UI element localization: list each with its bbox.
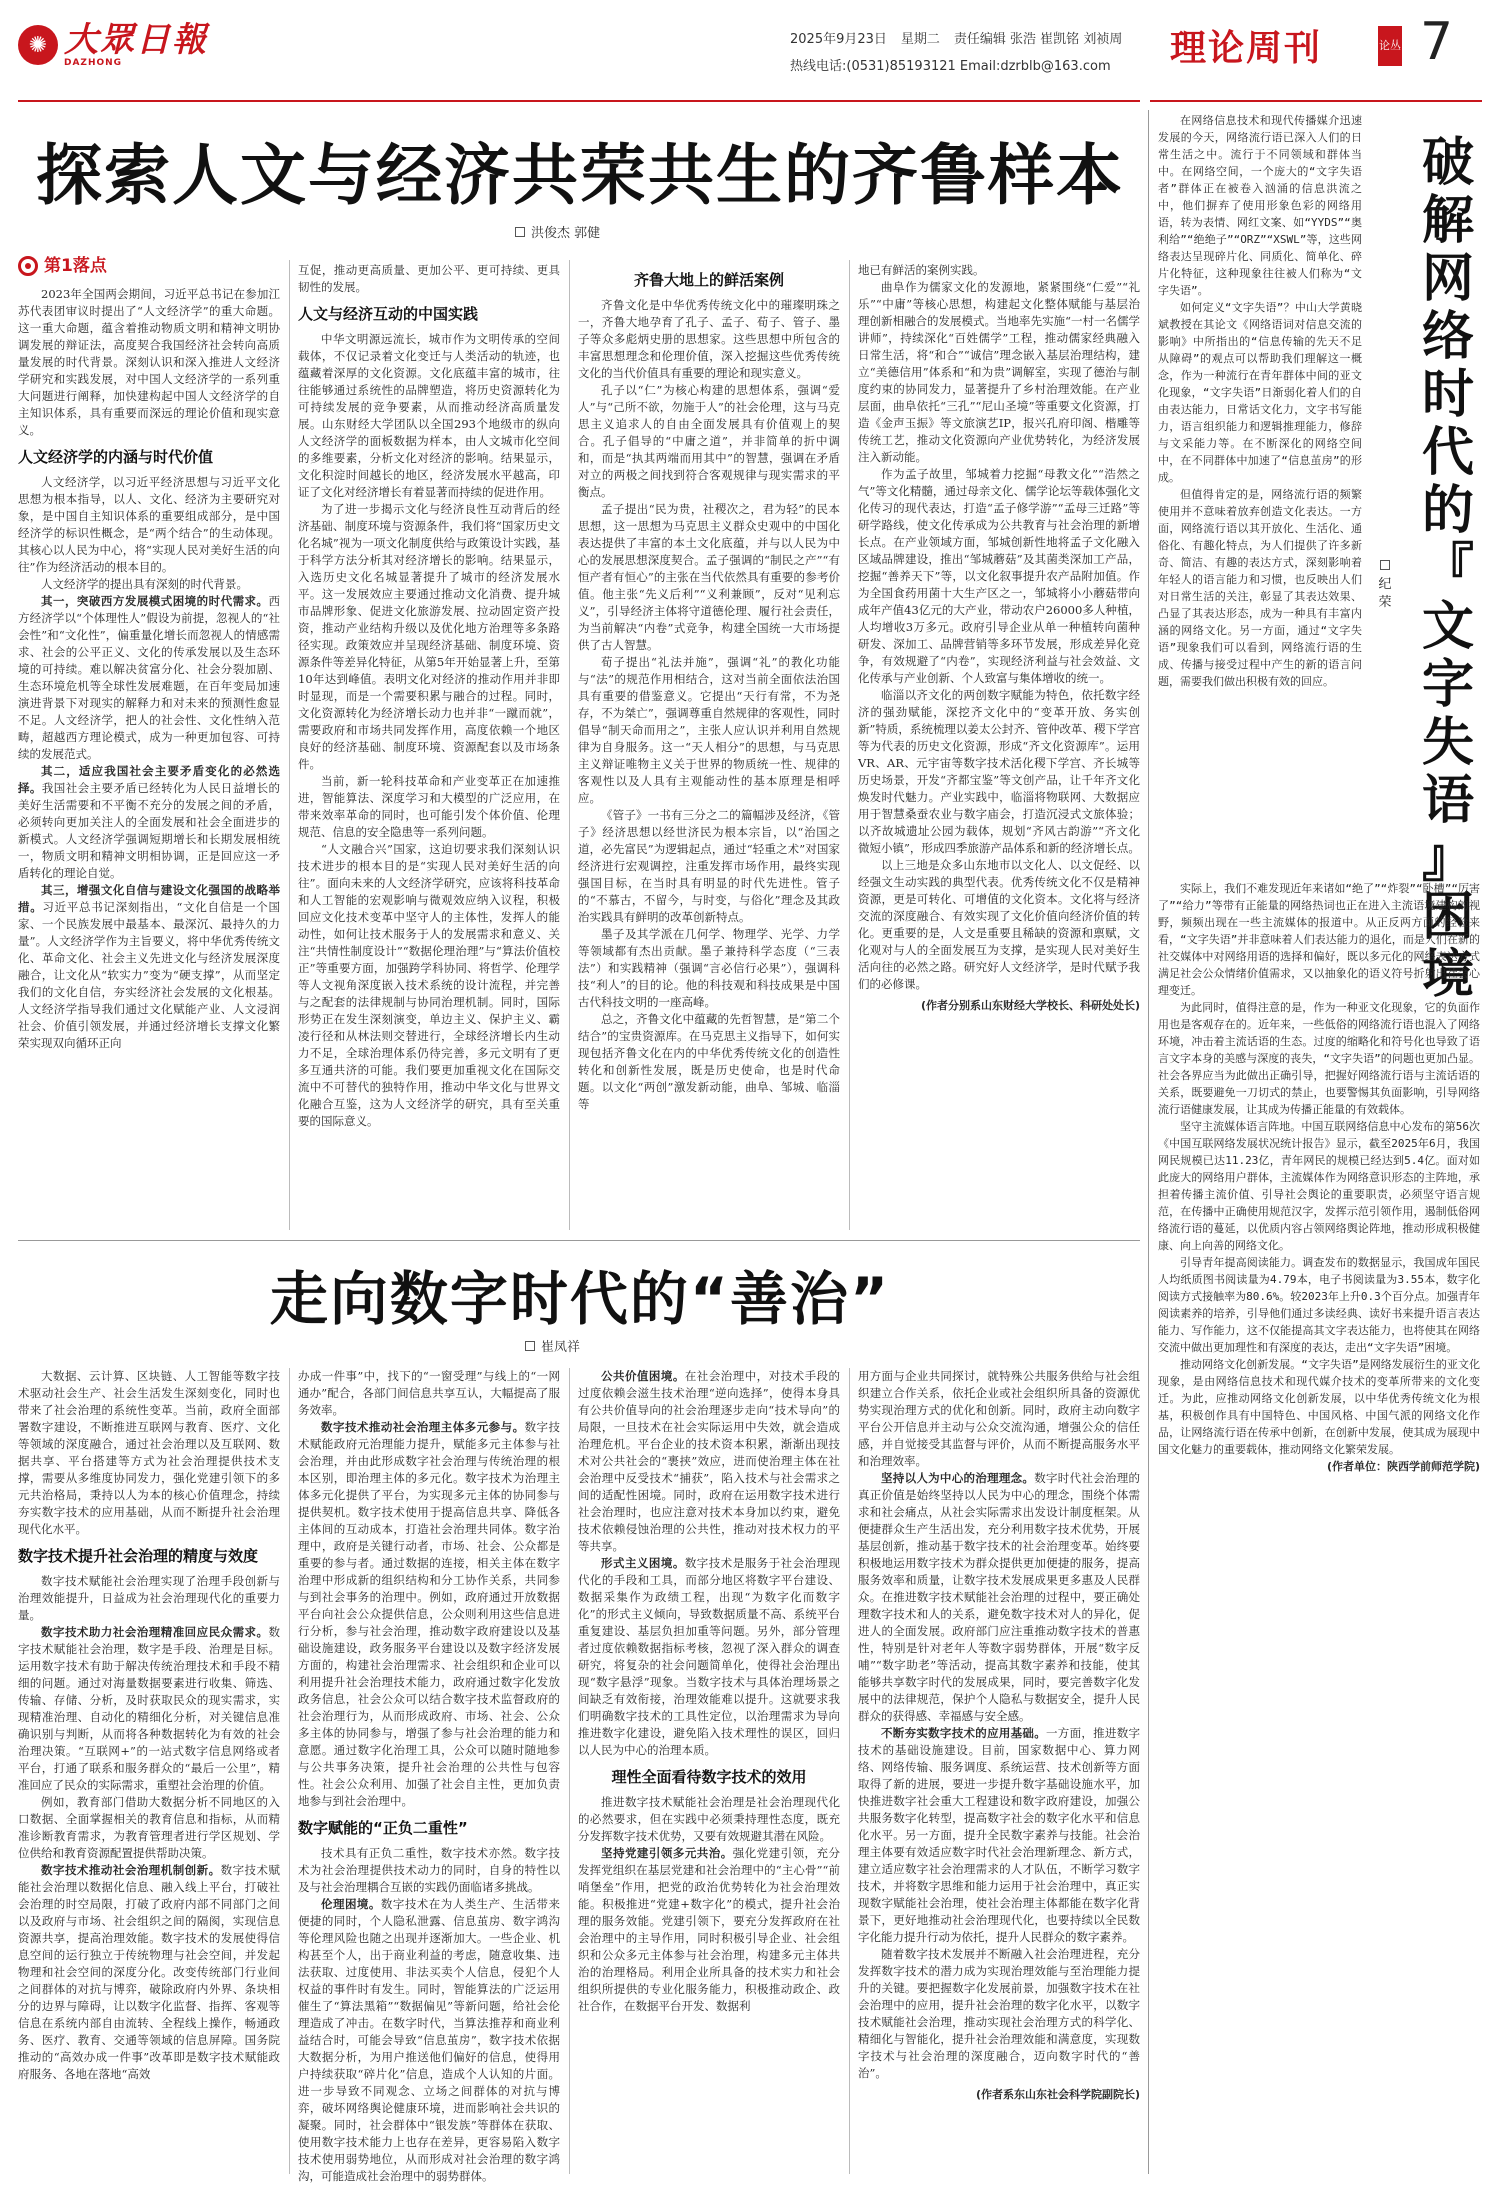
paragraph-text: 齐鲁文化是中华优秀传统文化中的璀璨明珠之一，齐鲁大地孕育了孔子、孟子、荀子、管子、墨子等众多彪炳史册的思想家。这些思想中所包含的丰富思想理念和伦理价值，深入挖掘这些优秀传统文化的当代价值具有重要的理论和现实意义。 — [578, 298, 840, 380]
paragraph-text: 技术具有正负二重性，数字技术亦然。数字技术为社会治理提供技术动力的同时，自身的特性以及与社会治理耦合互嵌的实践仍面临诸多挑战。 — [298, 1846, 560, 1894]
section-title: 理论周刊 — [1170, 28, 1323, 69]
paragraph — [578, 382, 840, 501]
paragraph-text: 孔子以“仁”为核心构建的思想体系，强调“爱人”与“己所不欲，勿施于人”的社会伦理，这与马克思主义追求人的自由全面发展具有价值观上的契合。孔子倡导的“中庸之道”，并非简单的折中调和，而是“执其两端而用其中”的智慧，强调在矛盾对立的两极之间找到符合客观规律与现实需求的平衡点。 — [578, 383, 840, 499]
byline-box-icon — [515, 227, 525, 237]
paragraph-text: 在网络信息技术和现代传播媒介迅速发展的今天，网络流行语已深入人们的日常生活之中。流行于不同领域和群体当中。在网络空间，一个庞大的“文字失语者”群体正在被卷入汹涌的信息洪流之中，他们摒弃了使用形象色彩的网络用语，转为表情、网红文案、如“YYDS”“奥利给”“绝绝子”“ORZ”“XSWL”等，这些网络表达呈现碎片化、同质化、简单化、碎片化特征，这种现象往往被人们称为“文字失语”。 — [1158, 114, 1362, 297]
paragraph-text: 孟子提出“民为贵，社稷次之，君为轻”的民本思想，这一思想为马克思主义群众史观中的中国化表达提供了丰富的本土文化底蕴，并与以人民为中心的发展思想深度契合。孟子强调的“制民之产”“有恒产者有恒心”的主张在当代依然具有重要的参考价值。他主张“先义后利”“义利兼顾”，反对“见利忘义”，引导经济主体将守道德伦理、履行社会责任，为当前解决“内卷”式竞争，构建全国统一大市场提供了古人智慧。 — [578, 502, 840, 652]
byline-box-icon — [1380, 560, 1390, 570]
article1-byline — [515, 222, 600, 241]
headline-char: 文 — [1421, 597, 1474, 657]
article2-column-4 — [858, 1368, 1140, 2174]
paragraph — [858, 1946, 1140, 2082]
paragraph-lead: 数字技术推动社会治理机制创新。 — [41, 1863, 221, 1877]
point-label: 第1落点 — [44, 255, 107, 276]
headline-char: 代 — [1421, 423, 1474, 483]
paragraph-text: 人文经济学，以习近平经济思想与习近平文化思想为根本指导，以人、文化、经济为主要研究对象，是中国自主知识体系的重要组成部分，是中国经济学的标识性概念，是“两个结合”的生动体现。其核心以人民为中心，将“实现人民对美好生活的向往”作为经济活动的根本目的。 — [18, 475, 280, 574]
paragraph-lead: 其一，突破西方发展模式困境的时代需求。 — [41, 594, 269, 608]
article1-author: 洪俊杰 郭健 — [531, 226, 601, 241]
subheading: 齐鲁大地上的鲜活案例 — [633, 271, 784, 289]
paragraph — [858, 1470, 1140, 1725]
article2-byline — [525, 1336, 580, 1355]
paragraph-text: 大数据、云计算、区块链、人工智能等数字技术驱动社会生产、社会生活发生深刻变化，同时也带来了社会治理的系统性变革。当前，政府全面部署数字建设，不断推进互联网与教育、医疗、文化等领域的深度融合，通过社会治理以及互联网、数据共享、平台搭建等方式为社会治理提供技术支撑，需要从多维度协同发力，强化党建引领下的多元共治格局，秉持以人为本的核心价值理念，持续夯实数字技术的应用基础，从而不断提升社会治理现代化水平。 — [18, 1369, 280, 1536]
paragraph-text: 数字技术赋能社会治理，数字是手段、治理是目标。运用数字技术有助于解决传统治理技术和手段不精细的问题。通过对海量数据要素进行收集、筛选、传输、存储、分析，及时获取民众的现实需求，实现精准治理、自动化的精细化分析，对关键信息准确识别与判断，从而将各种数据转化为有效的社会治理决策。“互联网+”的一站式数字信息网络或者平台，打通了联系和服务群众的“最后一公里”，精准回应了民众的实际需求，重塑社会治理的价值。 — [18, 1625, 280, 1792]
column-divider — [569, 1368, 570, 2174]
article1-headline[interactable]: 探索人文与经济共荣共生的齐鲁样本 — [36, 137, 1124, 214]
paragraph — [1158, 880, 1480, 999]
headline-char: 境 — [1421, 945, 1474, 1005]
paragraph — [298, 501, 560, 773]
logo-emblem-icon: ✺ — [18, 25, 58, 65]
paragraph — [298, 1845, 560, 1896]
article1-column-2 — [298, 262, 560, 1236]
paragraph-text: 为此同时，值得注意的是，作为一种亚文化现象，它的负面作用也是客观存在的。近年来，一些低俗的网络流行语也混入了网络环境，冲击着主流话语的生态。过度的缩略化和符号化也导致了语言文字本身的美感与深度的丧失，“文字失语”的问题也更加凸显。社会各界应当为此做出正确引导，把握好网络流行语与主流话语的关系，既要避免一刀切式的禁止，也要警惕其负面影响，引导网络流行语健康发展，让其成为传播正能量的有效载体。 — [1158, 1001, 1480, 1116]
article1-author-note: (作者分别系山东财经大学校长、科研处处长) — [920, 999, 1140, 1012]
paragraph — [1158, 1356, 1480, 1458]
paragraph — [18, 763, 280, 882]
paragraph-text: 数字技术在为人类生产、生活带来便捷的同时，个人隐私泄露、信息茧房、数字鸿沟等伦理风险也随之出现并逐渐加大。一些企业、机构甚至个人，出于商业利益的考虑，随意收集、违法获取、过度使用、非法买卖个人信息，侵犯个人权益的事件时有发生。同时，智能算法的广泛运用催生了“算法黑箱”“数据偏见”等新问题，给社会伦理造成了冲击。在数字时代，当算法推荐和商业利益结合时，可能会导致“信息茧房”，数字技术依据大数据分析，为用户推送他们偏好的信息，使得用户持续获取“碎片化”信息，造成个人认知的片面。进一步导致不同观念、立场之间群体的对抗与博弈，破坏网络舆论健康环境，进而影响社会共识的凝聚。同时，社会群体中“银发族”等群体在获取、使用数字技术能力上也存在差异，更容易陷入数字技术使用弱势地位，从而形成对社会治理的数字鸿沟，可能造成社会治理中的弱势群体。 — [298, 1897, 561, 2183]
paragraph — [858, 687, 1140, 857]
paragraph-text: 2023年全国两会期间，习近平总书记在参加江苏代表团审议时提出了“人文经济学”的重大命题。这一重大命题，蕴含着推动物质文明和精神文明协调发展的辩证法，高度契合我国经济社会转向高质量发展的时代背景。深刻认识和深入推进人文经济学研究和实践发展，对中国人文经济学的一系列重大问题进行阐释，加快建构起中国人文经济学的自主知识体系，具有重要而深远的理论价值和现实意义。 — [18, 287, 280, 437]
headline-char: 困 — [1421, 887, 1474, 947]
paragraph-text: 数字技术赋能政府元治理能力提升，赋能多元主体参与社会治理，并由此形成数字社会治理与传统治理的根本区别，即治理主体的多元化。数字技术为治理主体多元化提供了平台，为实现多元主体的协同参与提供契机。数字技术使用于提高信息共享、降低各主体间的互动成本，打造社会治理共同体。数字治理中，政府是关键行动者，市场、社会、公众都是重要的参与者。通过数据的连接，相关主体在数字治理中形成新的组织结构和分工协作关系，共同参与到社会事务的治理中。例如，政府通过开放数据平台向社会公众提供信息，公众则利用这些信息进行分析，参与社会治理，推动数字政府建设以及基础设施建设，政务服务平台建设以及数字经济发展方面的，构建社会治理需求、社会组织和企业可以利用提升社会治理技术能力，政府通过数字化发放政务信息，社会公众可以结合数字技术监督政府的社会治理行为，从而形成政府、市场、社会、公众多主体的协同参与，增强了参与社会治理的能力和意愿。通过数字化治理工具，公众可以随时随地参与公共事务决策，提升社会治理的公共性与包容性。社会公众利用、加强了社会自主性，更加负责地参与到社会治理中。 — [298, 1420, 561, 1808]
paragraph-text: 实际上，我们不难发现近年来诸如“绝了”“炸裂”“卧槽”“厉害了”“给力”等带有正能量的网络热词也正在进入主流语境建构的视野，频频出现在一些主流媒体的报道中。从正反两方面的经验来看，“文字失语”并非意味着人们表达能力的退化，而是人们在新的社交媒体中对网络用语的选择和偏好，既以多元化的网络表达方式满足社会公众情绪价值需求，又以抽象化的语义符号折射出社会心理变迁。 — [1158, 882, 1480, 997]
paragraph — [18, 474, 280, 576]
paragraph-lead: 数字技术助力社会治理精准回应民众需求。 — [41, 1625, 269, 1639]
byline-box-icon — [525, 1341, 535, 1351]
article2-headline[interactable]: 走向数字时代的“善治” — [269, 1265, 891, 1333]
headline-char: 语 — [1421, 771, 1474, 831]
headline-char: 失 — [1421, 713, 1474, 773]
article3-column-1 — [1158, 112, 1362, 872]
paragraph-lead: 数字技术推动社会治理主体多元参与。 — [321, 1420, 525, 1434]
editor-credits: 责任编辑 张浩 崔凯铭 刘祯周 — [953, 32, 1123, 47]
paragraph — [1158, 486, 1362, 690]
paragraph — [578, 1845, 840, 2015]
subheading: 理性全面看待数字技术的效用 — [611, 1768, 807, 1786]
paragraph-text: 西方经济学以“个体理性人”假设为前提，忽视人的“社会性”和“文化性”，偏重量化增长而忽视人的情感需求、社会的公平正义、文化的传承发展以及生态环境的可持续。难以解决贫富分化、社会分裂加剧、生态环境危机等全球性发展难题，在百年变局加速演进背景下对现实的解释力和对未来的预测性愈显不足。人文经济学，把人的社会性、文化性纳入范畴，超越西方理论模式，成为一种更加包容、可持续的发展范式。 — [18, 594, 280, 761]
article3-byline — [1370, 560, 1400, 612]
article2-column-3 — [578, 1368, 840, 2174]
headline-char: 网 — [1421, 249, 1474, 309]
paragraph-text: 推动网络文化创新发展。“文字失语”是网络发展衍生的亚文化现象，是由网络信息技术和现代媒介技术的变革所带来的文化变迁。为此，应推动网络文化创新发展，以中华优秀传统文化为根基，积极创作具有中国特色、中国风格、中国气派的网络文化作品，让网络流行语在传承中创新，在创新中发展，使其成为展现中国文化魅力的重要载体，推动网络文化繁荣发展。 — [1158, 1358, 1480, 1456]
point-heading — [18, 256, 280, 276]
paragraph — [18, 1862, 280, 2083]
paragraph — [1158, 1254, 1480, 1356]
paragraph-lead: 形式主义困境。 — [601, 1556, 685, 1570]
hotline-contact[interactable]: 热线电话:(0531)85193121 Email:dzrblb@163.com — [790, 59, 1111, 74]
sidebar-divider — [1148, 110, 1149, 2174]
paragraph-text: 数字技术赋能社会治理实现了治理手段创新与治理效能提升，日益成为社会治理现代化的重要力量。 — [18, 1574, 280, 1622]
target-icon — [18, 256, 38, 276]
article3-author-note: (作者单位：陕西学前师范学院) — [1326, 1460, 1480, 1473]
paragraph-text: 数字时代社会治理的真正价值是始终坚持以人民为中心的理念，围绕个体需求和社会痛点，从社会实际需求出发设计制度框架。从便捷群众生产生活出发，充分利用数字技术优势，开展基层创新，推动基于数字技术的社会治理变革。始终要积极地运用数字技术为群众提供更加便捷的服务，提高服务效率和质量，让数字技术发展成果更多惠及人民群众。在推进数字技术赋能社会治理的过程中，要正确处理数字技术和人的关系，避免数字技术对人的异化，促进人的全面发展。政府部门应注重推动数字技术的普惠性，特别是针对老年人等数字弱势群体，开展“数字反哺”“数字助老”等活动，提高其数字素养和技能，使其能够共享数字时代的发展成果，同时，要完善数字化发展中的法律规范，保护个人隐私与数据安全，提升人民群众的获得感、幸福感与安全感。 — [858, 1471, 1141, 1723]
paragraph-lead: 不断夯实数字技术的应用基础。 — [881, 1726, 1046, 1740]
paragraph-text: 一方面，推进数字技术的基础设施建设。目前，国家数据中心、算力网络、网络传输、服务调度、系统运营、技术创新等方面取得了新的进展，要进一步提升数字基础设施水平，加快推进数字社会重大工程建设和数字政府建设，加强公共服务数字化转型，提高数字社会的数字化水平和信息化水平。另一方面，提升全民数字素养与技能。社会治理主体要有效适应数字时代社会治理新理念、新方式，建立适应数字社会治理需求的人才队伍，不断学习数字技术，并将数字思维和能力运用于社会治理中，真正实现数字赋能社会治理，使社会治理主体都能在数字化背景下，更好地推动社会治理现代化，也要持续以全民数字化能力提升行动为依托，提升人民群众的数字素养。 — [858, 1726, 1140, 1944]
issue-weekday: 星期二 — [900, 32, 940, 47]
paragraph-text: 以上三地是众多山东地市以文化人、以文促经、以经强文生动实践的典型代表。优秀传统文化不仅是精神资源，更是可转化、可增值的文化资本。文化将与经济交流的深度融合、有效实现了文化价值向经济价值的转化。更重要的是，人文是重要且稀缺的资源和禀赋，文化观对与人的全面发展互为支撑，是实现人民对美好生活向往的必然之路。研究好人文经济学，是时代赋予我们的必修课。 — [858, 858, 1140, 991]
section-tag: 论丛 — [1378, 26, 1402, 66]
paragraph — [578, 1555, 840, 1759]
page-number: 7 — [1420, 12, 1454, 72]
paragraph — [18, 1573, 280, 1624]
paragraph — [298, 331, 560, 501]
paragraph-text: 在社会治理中，对技术手段的过度依赖会滋生技术治理“逆向选择”，使得本身具有公共价值导向的社会治理逐步走向“技术导向”的局限，一旦技术在社会实际运用中失效，就会造成治理危机。平台企业的技术资本积累，渐渐出现技术对公共社会的“裹挟”效应，进而使治理主体在社会治理中反受技术“捕获”，陷入技术与社会需求之间的适配性困境。同时，政府在运用数字技术进行社会治理时，也应注意对技术本身加以约束，避免技术依赖侵蚀治理的公共性，推动对技术权力的平等共享。 — [578, 1369, 841, 1553]
paragraph — [578, 654, 840, 807]
paragraph-text: 用方面与企业共同探讨，就特殊公共服务供给与社会组织建立合作关系，依托企业或社会组织所具备的资源优势实现治理方式的优化和创新。同时，政府主动向数字平台公开信息并主动与公众交流沟通，增强公众的信任感，并自觉接受其监督与评价，从而不断提高服务水平和治理效率。 — [858, 1369, 1140, 1468]
paragraph — [298, 1896, 560, 2185]
masthead — [0, 0, 1500, 110]
article3-column-2-body — [1158, 880, 1480, 1458]
paragraph-text: 人文经济学的提出具有深刻的时代背景。 — [41, 577, 248, 591]
headline-char: 络 — [1421, 307, 1474, 367]
column-divider — [849, 260, 850, 1230]
paragraph — [578, 1368, 840, 1555]
paragraph — [18, 1624, 280, 1794]
paragraph-text: 如何定义“文字失语”？中山大学黄晓斌教授在其论文《网络语词对信息交流的影响》中所指出的“信息传输的先天不足从障碍”的观点可以帮助我们理解这一概念，作为一种流行在青年群体中间的亚文化现象，“文字失语”日渐弱化着人们的自由表达能力，日常话文化力，文字书写能力，语言组织能力和逻辑推理能力，修辞与文采能力等。在不断深化的网络空间中，在不同群体中加速了“信息茧房”的形成。 — [1158, 301, 1362, 484]
paragraph-text: 办成一件事”中，找下的“一窗受理”与线上的“一网通办”配合，各部门间信息共享互认，大幅提高了服务效率。 — [298, 1369, 560, 1417]
headline-char: 时 — [1421, 365, 1474, 425]
subheading: 人文经济学的内涵与时代价值 — [18, 448, 214, 466]
paragraph-text: 我国社会主要矛盾已经转化为人民日益增长的美好生活需要和不平衡不充分的发展之间的矛盾，必须转向更加关注人的全面发展和社会全面进步的新模式。人文经济学强调短期增长和长期发展相统一，物质文明和精神文明相协调，正是回应这一矛盾转化的理论自觉。 — [18, 781, 280, 880]
article1-column-1-body — [18, 286, 280, 1052]
paragraph — [858, 279, 1140, 466]
masthead-rule-right — [1150, 100, 1482, 102]
paragraph-lead: 伦理困境。 — [321, 1897, 381, 1911]
issue-date: 2025年9月23日 — [790, 32, 887, 47]
paragraph — [858, 1725, 1140, 1946]
article3-column-2 — [1158, 880, 1480, 2170]
subheading: 人文与经济互动的中国实践 — [298, 305, 479, 323]
article1-column-3 — [578, 262, 840, 1236]
paragraph — [298, 1368, 560, 1419]
paragraph-lead: 公共价值困境。 — [601, 1369, 685, 1383]
column-divider — [569, 260, 570, 1230]
paragraph — [1158, 299, 1362, 486]
headline-char: 』 — [1421, 829, 1474, 889]
paragraph-lead: 坚持党建引领多元共治。 — [601, 1846, 733, 1860]
paragraph — [18, 286, 280, 439]
column-divider — [289, 260, 290, 1230]
paragraph-text: 《管子》一书有三分之二的篇幅涉及经济，《管子》经济思想以经世济民为根本宗旨，以“治国之道，必先富民”为逻辑起点，通过“轻重之术”对国家经济进行宏观调控，注重发挥市场作用，最终实现强国目标，在当时具有明显的时代先进性。管子的“不慕古，不留今，与时变，与俗化”理念及其政治实践具有鲜明的改革创新特点。 — [578, 808, 840, 924]
paragraph-text: 强化党建引领，充分发挥党组织在基层党建和社会治理中的“主心骨”“前哨堡垒”作用，把党的政治优势转化为社会治理效能。积极推进“党建+数字化”的模式，提升社会治理的服务效能。党建引领下，要充分发挥政府在社会治理中的主导作用，同时积极引导企业、社会组织和公众多元主体参与社会治理，构建多元主体共治的治理格局。利用企业所具备的技术实力和社会组织所提供的专业化服务能力，积极推动政企、政社合作，在数据平台开发、数据利 — [578, 1846, 841, 2013]
newspaper-logo[interactable] — [18, 22, 208, 68]
paragraph-text: 数字技术是服务于社会治理现代化的手段和工具，而部分地区将数字平台建设、数据采集作为政绩工程，出现“为数字化而数字化”的形式主义倾向，导致数据质量不高、系统平台重复建设、基层负担加重等问题。另外，部分管理者过度依赖数据指标考核，忽视了深入群众的调查研究，将复杂的社会问题简单化，使得社会治理出现“数字悬浮”现象。当数字技术与具体治理场景之间缺乏有效衔接，治理效能难以提升。这就要求我们明确数字技术的工具性定位，以治理需求为导向推进数字化建设，避免陷入技术理性的误区，回归以人民为中心的治理本质。 — [578, 1556, 841, 1757]
paragraph — [578, 807, 840, 926]
paragraph-text: 为了进一步揭示文化与经济良性互动背后的经济基础、制度环境与资源条件，我们将“国家历史文化名城”视为一项文化制度供给与政策设计实践，基于科学方法分析其对经济增长的影响。结果显示，入选历史文化名城显著提升了城市的经济发展水平。这一发展效应主要通过推动文化消费、提升城市品牌形象、促进文化旅游发展、拉动固定资产投资，推动产业结构升级以及优化地方治理等多条路径实现。政策效应并呈现经济基础、制度环境、资源条件等差异化特征，从第5年开始显著上升，至第10年达到峰值。表明文化对经济的推动作用并非即时显现，而是一个需要积累与融合的过程。同时，文化资源转化为经济增长动力也并非“一蹴而就”，需要政府和市场共同发挥作用，高度依赖一个地区良好的经济基础、制度环境、资源配套以及市场条件。 — [298, 502, 560, 771]
article1-column-1 — [18, 256, 280, 1236]
paragraph — [1158, 112, 1362, 299]
subheading: 数字技术提升社会治理的精度与效度 — [18, 1547, 259, 1565]
headline-char: 破 — [1421, 133, 1474, 193]
headline-char: 的 — [1421, 481, 1474, 541]
paragraph — [18, 882, 280, 1052]
masthead-rule — [18, 100, 1140, 102]
paragraph-text: 荀子提出“礼法并施”，强调“礼”的教化功能与“法”的规范作用相结合，这对当前全面依法治国具有重要的借鉴意义。它提出“天行有常，不为尧存，不为桀亡”，强调尊重自然规律的客观性，同时倡导“制天命而用之”，主张人应认识并利用自然规律为自身服务。这一“天人相分”的思想，与马克思主义辩证唯物主义关于世界的物质统一性、规律的客观性以及人具有主观能动性的基本原理是相呼应。 — [578, 655, 840, 805]
article2-column-2 — [298, 1368, 561, 2183]
paragraph-lead: 其二，适应我国社会主要矛盾变化的必然选择。 — [18, 764, 280, 795]
logo-chinese-name: 大眾日報 — [64, 20, 208, 60]
article1-column-4 — [858, 262, 1140, 1236]
paragraph — [858, 262, 1140, 279]
paragraph — [298, 1419, 560, 1810]
paragraph — [18, 576, 280, 593]
article3-headline[interactable] — [1416, 134, 1480, 1004]
paragraph — [578, 1011, 840, 1113]
paragraph — [298, 773, 560, 841]
headline-char: 解 — [1421, 191, 1474, 251]
article2-column-1 — [18, 1368, 280, 2174]
paragraph — [578, 926, 840, 1011]
article2-author: 崔凤祥 — [541, 1340, 581, 1355]
headline-char: 字 — [1421, 655, 1474, 715]
paragraph — [1158, 1118, 1480, 1254]
paragraph-text: 但值得肯定的是，网络流行语的频繁使用并不意味着放弃创造文化表达。一方面，网络流行语以其开放化、生活化、通俗化、有趣化特点，为人们提供了许多新奇、简洁、有趣的表达方式，深刻影响着年轻人的语言能力和习惯，也反映出人们对日常生活的关注，彰显了其表达效果、凸显了其表达形态，成为一种具有丰富内涵的网络文化。另一方面，通过“文字失语”现象我们可以看到，网络流行语的生成、传播与接受过程中产生的新的语言问题，需要我们做出积极有效的回应。 — [1158, 488, 1362, 688]
column-divider — [289, 1368, 290, 2174]
header-info — [790, 28, 1122, 74]
headline-char: 『 — [1421, 539, 1474, 599]
subheading: 数字赋能的“正负二重性” — [298, 1819, 468, 1837]
paragraph-text: 曲阜作为儒家文化的发源地，紧紧围绕“仁爱”“礼乐”“中庸”等核心思想，构建起文化整体赋能与基层治理创新相融合的发展模式。当地率先实施“一村一名儒学讲师”，持续深化“百姓儒学”工程，推动儒家经典融入日常生活，将“和合”“诚信”理念嵌入基层治理结构，建立“美德信用”体系和“和为贵”调解室，实现了德治与制度约束的协同发力，显著提升了乡村治理效能。在产业层面，曲阜依托“三孔”“尼山圣境”等重要文化资源，打造《金声玉振》等文旅演艺IP，报兴孔府印阁、楷雕等传统工艺，推动文化资源向产业优势转化，为经济发展注入新动能。 — [858, 280, 1140, 464]
paragraph — [298, 262, 560, 296]
paragraph — [578, 1794, 840, 1845]
paragraph — [578, 297, 840, 382]
paragraph — [18, 1794, 280, 1862]
paragraph — [858, 1368, 1140, 1470]
paragraph-lead: 坚持以人为中心的治理理念。 — [881, 1471, 1035, 1485]
paragraph-text: 墨子及其学派在几何学、物理学、光学、力学等领域都有杰出贡献。墨子兼持科学态度（“三表法”）和实践精神（强调“言必信行必果”），强调科技“利人”的目的论。他的科技观和科技成果是中国古代科技文明的一座高峰。 — [578, 927, 840, 1009]
article-separator — [18, 1240, 1140, 1241]
paragraph — [858, 466, 1140, 687]
paragraph-text: 总之，齐鲁文化中蕴藏的先哲智慧，是“第二个结合”的宝贵资源库。在马克思主义指导下，如何实现包括齐鲁文化在内的中华优秀传统文化的创造性转化和创新性发展，既是历史使命，也是时代命题。以文化“两创”激发新动能，曲阜、邹城、临淄等 — [578, 1012, 840, 1111]
paragraph-text: 中华文明源远流长，城市作为文明传承的空间载体，不仅记录着文化变迁与人类活动的轨迹，也蕴藏着深厚的文化资源。文化底蕴丰富的城市，往往能够通过系统性的品牌塑造，将历史资源转化为可持续发展的竞争要素，从而推动经济高质量发展。山东财经大学团队以全国293个地级市的纵向人文经济学的面板数据为样本，由人文城市化空间的多维要素，分析文化对经济的影响。结果显示，文化积淀时间越长的地区，经济发展水平越高，印证了文化对经济增长有着显著而持续的促进作用。 — [298, 332, 560, 499]
paragraph — [858, 857, 1140, 993]
paragraph — [18, 1368, 280, 1538]
paragraph — [298, 841, 560, 1130]
logo-english-name: DAZHONG — [64, 58, 123, 68]
paragraph-text: 作为孟子故里，邹城着力挖掘“母教文化”“浩然之气”等文化精髓，通过母亲文化、儒学论坛等载体强化文化传习的现代表达，打造“孟子修学游”“孟母三迁路”等研学路线，使文化传承成为公共教育与社会治理的新增长点。在产业领域方面，邹城创新性地将孟子文化融入区域品牌建设，推出“邹城蘑菇”及其菌类深加工产品，挖掘“善养天下”等，以文化叙事提升农产品附加值。作为全国食药用菌十大生产区之一，邹城将小小蘑菇带向成年产值43亿元的大产业，带动农户26000多人种植，人均增收3万多元。政府引导企业从单一种植转向菌种研发、深加工、品牌营销等多环节发展，形成差异化竞争，有效规避了“内卷”，实现经济利益与社会效益、文化传承与产业创新、个人致富与集体增收的统一。 — [858, 467, 1140, 685]
paragraph-text: 地已有鲜活的案例实践。 — [858, 263, 985, 277]
column-divider — [849, 1368, 850, 2174]
paragraph-text: 推进数字技术赋能社会治理是社会治理现代化的必然要求，但在实践中必须秉持理性态度，既充分发挥数字技术优势，又要有效规避其潜在风险。 — [578, 1795, 840, 1843]
paragraph — [18, 593, 280, 763]
paragraph-text: 互促，推动更高质量、更加公平、更可持续、更具韧性的发展。 — [298, 263, 560, 294]
paragraph-text: “人文融合兴”国家，这迫切要求我们深刻认识技术进步的根本目的是“实现人民对美好生活的向往”。面向未来的人文经济学研究，应该将科技革命和人工智能的宏观影响与微观效应纳入议程，积极回应文化技术变革中坚守人的主体性，发挥人的能动性，如何让技术服务于人的发展需求和意义、关注“共情性制度设计”“数据伦理治理”与“算法价值校正”等重要方面，加强跨学科协同、将哲学、伦理学等人文视角深度嵌入技术系统的设计流程，并完善与之配套的法律规制与协同治理机制。同时，国际形势正在发生深刻演变，单边主义、保护主义、霸凌行径和从林法则交替进行，全球经济增长内生动力不足，全球治理体系仍待完善，多元文明有了更多互通共济的可能。我们要更加重视文化在国际交流中不可替代的独特作用，推动中华文化与世界文化融合互鉴，这为人文经济学的研究，具有至关重要的国际意义。 — [298, 842, 560, 1128]
article1-column-4-body — [858, 262, 1140, 993]
byline-char: 纪 — [1378, 577, 1392, 592]
paragraph-text: 习近平总书记深刻指出，“文化自信是一个国家、一个民族发展中最基本、最深沉、最持久的力量”。人文经济学作为主旨要义，将中华优秀传统文化、革命文化、社会主义先进文化与经济发展深度融合，让文化从“软实力”变为“硬支撑”，从而坚定我们的文化自信，夯实经济社会发展的文化根基。人文经济学指导我们通过文化赋能产业、人文浸润社会、价值引领发展，并通过经济增长支撑文化繁荣实现双向循环正向 — [18, 900, 281, 1050]
byline-char: 荣 — [1378, 595, 1392, 610]
paragraph-text: 随着数字技术发展并不断融入社会治理进程，充分发挥数字技术的潜力成为实现治理效能与至治理能力提升的关键。要把握数字化发展前景，加强数字技术在社会治理中的应用，提升社会治理的数字化水平，以数字技术赋能社会治理，推动实现社会治理方式的科学化、精细化与智能化，提升社会治理效能和满意度，实现数字技术与社会治理的深度融合，迈向数字时代的“善治”。 — [858, 1947, 1140, 2080]
paragraph-text: 引导青年提高阅读能力。调查发布的数据显示，我国成年国民人均纸质图书阅读量为4.79本，电子书阅读量为3.55本，数字化阅读方式接触率为80.6%。较2023年上升0.3个百分点。加强青年阅读素养的培养，引导他们通过多读经典、读好书来提升语言表达能力、写作能力，这不仅能提高其文字表达能力，也将使其在网络交流中做出更加理性和有深度的表达，走出“文字失语”困境。 — [1158, 1256, 1480, 1354]
paragraph-text: 例如，教育部门借助大数据分析不同地区的入口数据、全面掌握相关的教育信息和指标，从而精准诊断教育需求，为教育管理者进行学区规划、学位供给和教育资源配置提供帮助决策。 — [18, 1795, 280, 1860]
paragraph-lead: 其三，增强文化自信与建设文化强国的战略举措。 — [18, 883, 280, 914]
paragraph — [1158, 999, 1480, 1118]
paragraph-text: 当前，新一轮科技革命和产业变革正在加速推进，智能算法、深度学习和大模型的广泛应用，在带来效率革命的同时，也可能引发个体价值、伦理规范、信息的安全隐患等一系列问题。 — [298, 774, 560, 839]
paragraph-text: 坚守主流媒体语言阵地。中国互联网络信息中心发布的第56次《中国互联网络发展状况统计报告》显示，截至2025年6月，我国网民规模已达11.23亿，青年网民的规模已经达到5.4亿。面对如此庞大的网络用户群体，主流媒体作为网络意识形态的主阵地，承担着传播主流价值、引导社会舆论的重要职责，必须坚守语言规范，在传播中正确使用规范汉字，发挥示范引领作用，遏制低俗网络流行语的蔓延，以优质内容占领网络舆论阵地，推动形成积极健康、向上向善的网络文化。 — [1158, 1120, 1480, 1252]
paragraph-text: 临淄以齐文化的两创数字赋能为特色，依托数字经济的强劲赋能，深挖齐文化中的“变革开放、务实创新”特质，系统梳理以姜太公封齐、管仲改革、稷下学宫等为代表的历史文化资源，形成“齐文化资源库”。运用VR、AR、元宇宙等数字技术活化稷下学宫、齐长城等历史场景，开发“齐都宝鉴”等文创产品，让千年齐文化焕发时代魅力。产业实践中，临淄将物联网、大数据应用于智慧桑蚕农业与数字庙会，打造沉浸式文旅体验；以齐故城遗址公园为载体，规划“齐风古韵游”“齐文化微短小镇”，形成四季旅游产品体系和新的经济增长点。 — [858, 688, 1140, 855]
paragraph — [578, 501, 840, 654]
article2-author-note: (作者系东山东社会科学院副院长) — [975, 2088, 1140, 2101]
paragraph-text: 数字技术赋能社会治理以数据化信息、融入线上平台，打破社会治理的时空局限，打破了政府内部不同部门之间以及政府与市场、社会组织之间的隔阂，实现信息资源共享，提高治理效能。数字技术的发展使得信息空间的运行独立于传统物理与社会空间，并发起物理和社会空间的深度分化。改变传统部门行业间之间群体的对抗与博弈，破除政府内外界、条块相分的边界与障碍，让以数字化监督、指挥、客观等信息在系统内部自由流转、全程线上操作，畅通政务、医疗、教育、交通等领域的信息屏障。国务院推动的“高效办成一件事”改革即是数字技术赋能政府服务、各地在落地“高效 — [18, 1863, 281, 2081]
article2-column-4-body — [858, 1368, 1140, 2082]
